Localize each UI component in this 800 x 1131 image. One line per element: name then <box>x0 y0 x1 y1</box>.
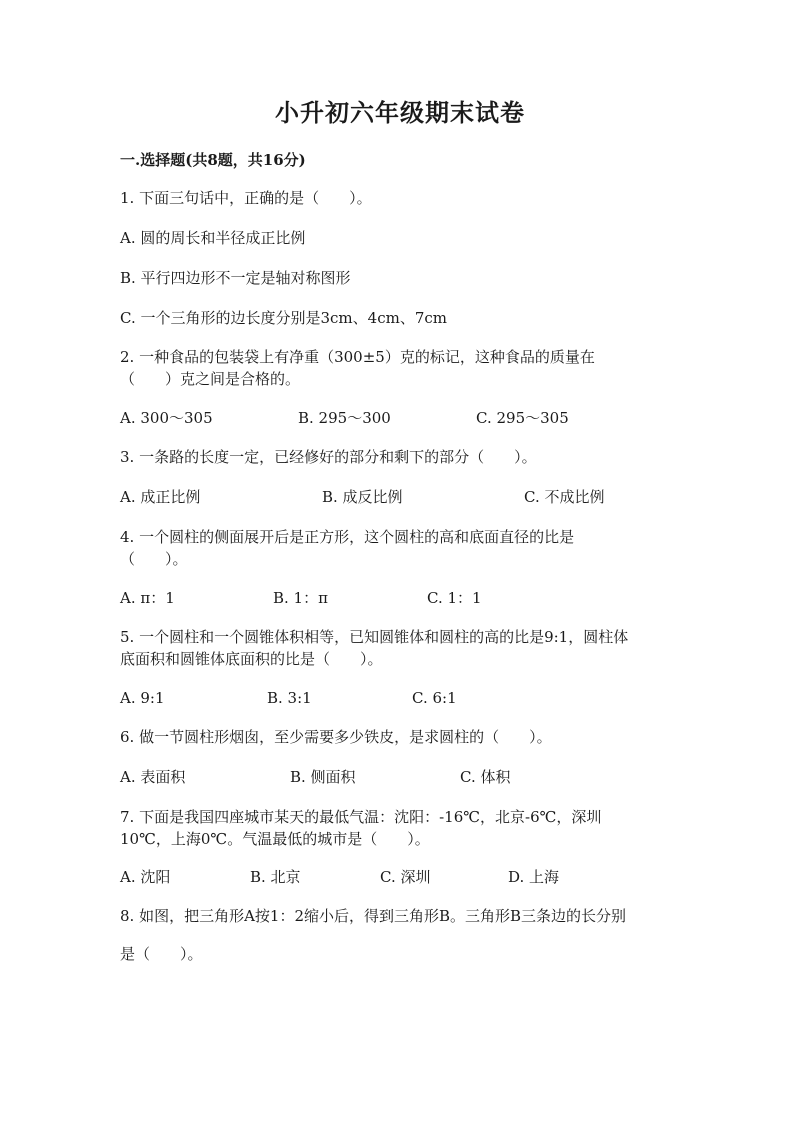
question-2-option-c: C. 295～305 <box>476 409 569 427</box>
question-3-option-c: C. 不成比例 <box>524 488 605 506</box>
question-1-option-b: B. 平行四边形不一定是轴对称图形 <box>120 269 351 287</box>
question-7-stem-line-2: 10℃，上海0℃。气温最低的城市是（ ）。 <box>120 830 430 848</box>
question-4-option-a: A. π：1 <box>120 589 175 607</box>
question-4-stem-line-2: （ ）。 <box>120 550 188 568</box>
question-2-option-b: B. 295～300 <box>298 409 391 427</box>
question-7-option-a: A. 沈阳 <box>120 868 171 886</box>
question-6-option-c: C. 体积 <box>460 768 511 786</box>
question-4-option-c: C. 1：1 <box>427 589 482 607</box>
question-7-stem-line-1: 7. 下面是我国四座城市某天的最低气温：沈阳：-16℃，北京-6℃，深圳 <box>120 808 602 826</box>
question-7-option-d: D. 上海 <box>508 868 560 886</box>
question-7-option-b: B. 北京 <box>250 868 301 886</box>
question-2-stem-line-2: （ ）克之间是合格的。 <box>120 370 301 388</box>
question-5-option-b: B. 3:1 <box>267 689 312 707</box>
question-5-option-c: C. 6:1 <box>412 689 457 707</box>
question-5-stem-line-1: 5. 一个圆柱和一个圆锥体积相等，已知圆锥体和圆柱的高的比是9:1，圆柱体 <box>120 628 629 646</box>
question-1-option-c: C. 一个三角形的边长度分别是3cm、4cm、7cm <box>120 309 447 327</box>
question-2-stem-line-1: 2. 一种食品的包装袋上有净重（300±5）克的标记，这种食品的质量在 <box>120 348 595 366</box>
question-6-option-b: B. 侧面积 <box>290 768 356 786</box>
section-heading: 一.选择题(共8题，共16分) <box>120 151 306 169</box>
question-1-stem: 1. 下面三句话中，正确的是（ ）。 <box>120 189 372 207</box>
question-4-option-b: B. 1：π <box>273 589 328 607</box>
question-5-stem-line-2: 底面积和圆锥体底面积的比是（ ）。 <box>120 650 383 668</box>
question-5-option-a: A. 9:1 <box>120 689 165 707</box>
question-3-stem: 3. 一条路的长度一定，已经修好的部分和剩下的部分（ ）。 <box>120 448 537 466</box>
question-6-stem: 6. 做一节圆柱形烟囱，至少需要多少铁皮，是求圆柱的（ ）。 <box>120 728 552 746</box>
question-3-option-a: A. 成正比例 <box>120 488 201 506</box>
question-1-option-a: A. 圆的周长和半径成正比例 <box>120 229 306 247</box>
question-8-stem-line-2: 是（ ）。 <box>120 945 203 963</box>
question-3-option-b: B. 成反比例 <box>322 488 403 506</box>
question-8-stem-line-1: 8. 如图，把三角形A按1：2缩小后，得到三角形B。三角形B三条边的长分别 <box>120 907 627 925</box>
question-7-option-c: C. 深圳 <box>380 868 431 886</box>
question-6-option-a: A. 表面积 <box>120 768 186 786</box>
question-2-option-a: A. 300～305 <box>120 409 213 427</box>
question-4-stem-line-1: 4. 一个圆柱的侧面展开后是正方形，这个圆柱的高和底面直径的比是 <box>120 528 575 546</box>
exam-title: 小升初六年级期末试卷 <box>275 98 525 127</box>
